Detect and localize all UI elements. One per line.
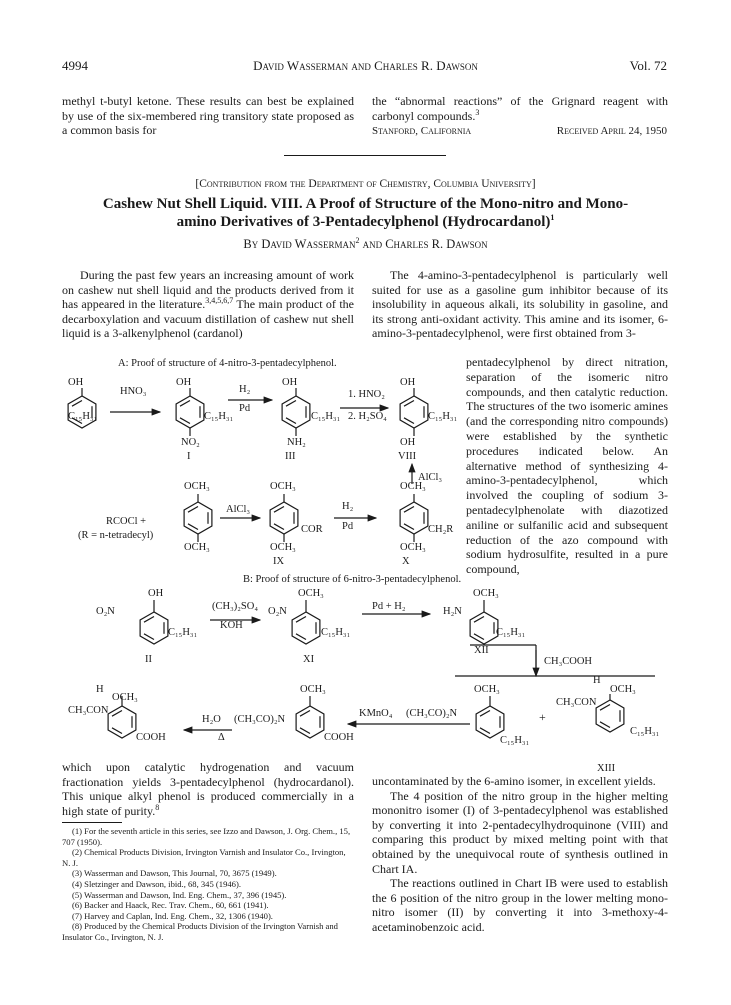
oh-label: OH — [176, 377, 192, 388]
reagent-pd: Pd — [239, 403, 251, 414]
article-title: Cashew Nut Shell Liquid. VIII. A Proof of Structure of the Mono-nitro and Mono- amino Derivatives of 3-Pentadecylphenol (Hydrocardanol)$^1$ — [102, 196, 629, 230]
o2n-label: O₂N — [268, 606, 287, 617]
reagent-h2o: H₂O — [202, 714, 221, 725]
reagent-kmno4: KMnO₄ — [359, 708, 393, 719]
och3-label: OCH₃ — [400, 542, 426, 553]
c15-label: C₁₅H₃₁ — [168, 627, 198, 638]
compound-label: XIII — [597, 763, 616, 774]
footnote-divider — [62, 822, 122, 823]
footnote: (7) Harvey and Caplan, Ind. Eng. Chem., 32, 1306 (1940). — [72, 910, 273, 921]
cooh-label: COOH — [136, 732, 166, 743]
och3-label: OCH₃ — [184, 481, 210, 492]
footnote: (6) Backer and Haack, Rec. Trav. Chem., 60, 661 (1941). — [72, 900, 269, 911]
och3-label: OCH₃ — [300, 684, 326, 695]
byline: By David Wasserman$^2$ and Charles R. Dawson — [243, 235, 488, 251]
och3-label: OCH₃ — [298, 588, 324, 599]
och3-label: OCH₃ — [400, 481, 426, 492]
ac2n-label: (CH₃CO)₂N — [234, 714, 286, 725]
oh-label: OH — [400, 377, 416, 388]
chart-a-caption: A: Proof of structure of 4-nitro-3-pentadecylphenol. — [118, 358, 337, 369]
c15-label: C₁₅H₃₁ — [204, 411, 234, 422]
compound-label: XI — [303, 654, 315, 665]
oh-label: OH — [68, 377, 84, 388]
compound-label: I — [187, 451, 191, 462]
intro-left-column: During the past few years an increasing amount of work on cashew nut shell liquid and the products derived from it has appeared in the literature.$^{3,4,5,6,7}$ The main product of the decarboxylation and vacuum distillation of cashew nut shell liquid is a 3-alkenylphenol (cardanol) — [62, 268, 354, 341]
volume-label: Vol. 72 — [629, 58, 667, 73]
running-title: David Wasserman and Charles R. Dawson — [253, 58, 478, 73]
och3-label: OCH₃ — [610, 684, 636, 695]
footnote: (8) Produced by the Chemical Products Division of the Irvington Varnish and Insulator Co., Irvington, N. J. — [62, 921, 338, 942]
footnote: (2) Chemical Products Division, Irvington Varnish and Insulator Co., Irvington, N. J. — [62, 847, 346, 868]
prev-affiliation: Stanford, California — [372, 125, 472, 137]
contribution-line: [Contribution from the Department of Chemistry, Columbia University] — [195, 178, 536, 190]
reagent-alcl3: AlCl₃ — [226, 504, 251, 515]
och3-label: OCH₃ — [112, 692, 138, 703]
c15-label: C₁₅H₃₁ — [500, 735, 530, 746]
oh-label: OH — [148, 588, 164, 599]
c15-label: C₁₅H₃₁ — [630, 726, 660, 737]
wrap-column: pentadecylphenol by direct nitration, separation of the isomeric nitro compounds, and then catalytic reduction. The structures of the two isomeric amines (and the corresponding nitro compounds) were established by the synthetic procedures indicated below. An alternative method of synthesizing 4-amino-3-pentadecylphenol, which involved the coupling of sodium 3-pentadecylphenolate with diazotized aniline or sulfanilic acid and subsequent reduction of the azo compound with sodium hydrosulfite, resulted in a pure compound, — [466, 355, 668, 577]
reagent-step2: 2. H₂SO₄ — [348, 411, 387, 422]
acn-label: CH₃CON — [556, 697, 597, 708]
ch2r-label: CH₂R — [428, 524, 454, 535]
och3-label: OCH₃ — [270, 481, 296, 492]
cor-label: COR — [301, 524, 323, 535]
acn-label: CH₃CON — [68, 705, 109, 716]
h2n-label: H₂N — [443, 606, 462, 617]
compound-label: VIII — [398, 451, 417, 462]
r-definition: (R = n-tetradecyl) — [78, 530, 154, 541]
prev-received: Received April 24, 1950 — [556, 125, 667, 137]
prev-article-right: the “abnormal reactions” of the Grignard reagent with carbonyl compounds.$^3$ — [372, 94, 668, 123]
oh-label: OH — [400, 437, 416, 448]
reagent-delta: Δ — [218, 732, 225, 743]
compound-label: II — [145, 654, 152, 665]
plus-sign: + — [539, 710, 546, 724]
footnote: (4) Sletzinger and Dawson, ibid., 68, 345 (1946). — [72, 878, 241, 889]
intro-right-column: The 4-amino-3-pentadecylphenol is particularly well suited for use as a gasoline gum inhibitor because of its insolubility in aqueous alkali, its solubility in gasoline, and its strong anti-oxidant activity. This amine and its isomer, 6-amino-3-pentadecylphenol, were first obtained from 3- — [372, 268, 668, 341]
c15-label: C₁₅H₃₁ — [321, 627, 351, 638]
reagent-rcocl: RCOCl + — [106, 516, 147, 527]
och3-label: OCH₃ — [473, 588, 499, 599]
cooh-label: COOH — [324, 732, 354, 743]
c15-label: C₁₅H₃₁ — [311, 411, 341, 422]
reagent-hno3: HNO₃ — [120, 386, 147, 397]
reagent-h2: H₂ — [239, 384, 251, 395]
footnote: (1) For the seventh article in this series, see Izzo and Dawson, J. Org. Chem., 15, 707 (1950). — [62, 826, 351, 847]
c15-label: C₁₅H₃₁ — [68, 411, 98, 422]
footnotes — [62, 826, 354, 943]
footnote: (5) Wasserman and Dawson, Ind. Eng. Chem., 37, 396 (1945). — [72, 889, 287, 900]
compound-label: XII — [474, 645, 489, 656]
c15-label: C₁₅H₃₁ — [496, 627, 526, 638]
prev-article-left: methyl t-butyl ketone. These results can best be explained by use of the six-membered ring transitory state proposed as a common basis for — [62, 94, 354, 138]
och3-label: OCH₃ — [474, 684, 500, 695]
reagent-h2: H₂ — [342, 501, 354, 512]
c15-label: C₁₅H₃₁ — [428, 411, 458, 422]
reagent-alcl3: AlCl₃ — [418, 472, 443, 483]
compound-label: X — [402, 556, 410, 567]
lower-left-column: which upon catalytic hydrogenation and vacuum fractionation yields 3-pentadecylphenol (hydrocardanol). This unique alkyl phenol is produced commercially in a high state of purity.$^8$ — [62, 760, 354, 818]
o2n-label: O₂N — [96, 606, 115, 617]
oh-label: OH — [282, 377, 298, 388]
h-label: H — [593, 675, 601, 686]
chart-b-caption: B: Proof of structure of 6-nitro-3-pentadecylphenol. — [243, 574, 462, 585]
footnote: (3) Wasserman and Dawson, This Journal, 70, 3675 (1949). — [72, 868, 277, 879]
nh2-label: NH₂ — [287, 437, 306, 448]
och3-label: OCH₃ — [270, 542, 296, 553]
och3-label: OCH₃ — [184, 542, 210, 553]
ac2n-label: (CH₃CO)₂N — [406, 708, 458, 719]
reagent-koh: KOH — [220, 620, 243, 631]
reagent-me2so4: (CH₃)₂SO₄ — [212, 601, 258, 612]
reagent-pd-h2: Pd + H₂ — [372, 601, 406, 612]
reagent-pd: Pd — [342, 521, 354, 532]
compound-label: IX — [273, 556, 285, 567]
compound-label: III — [285, 451, 296, 462]
page-number: 4994 — [62, 58, 88, 73]
lower-right-column: uncontaminated by the 6-amino isomer, in excellent yields. The 4 position of the nitro group in the higher melting mononitro isomer (I) of 3-pentadecylphenol was established by converting it into 2-pentadecylhydroquinone (VIII) and comparing this product by mixed melting point with that obtained by the unequivocal route of synthesis outlined in Chart IA. The reactions outlined in Chart IB were used to establish the 6 position of the nitro group in the lower melting mono-nitro isomer (II) by converting it into 3-methoxy-4-acetaminobenzoic acid. — [372, 774, 668, 934]
reagent-acoh: CH₃COOH — [544, 656, 592, 667]
no2-label: NO₂ — [181, 437, 200, 448]
reagent-step1: 1. HNO₂ — [348, 389, 385, 400]
h-label: H — [96, 684, 104, 695]
